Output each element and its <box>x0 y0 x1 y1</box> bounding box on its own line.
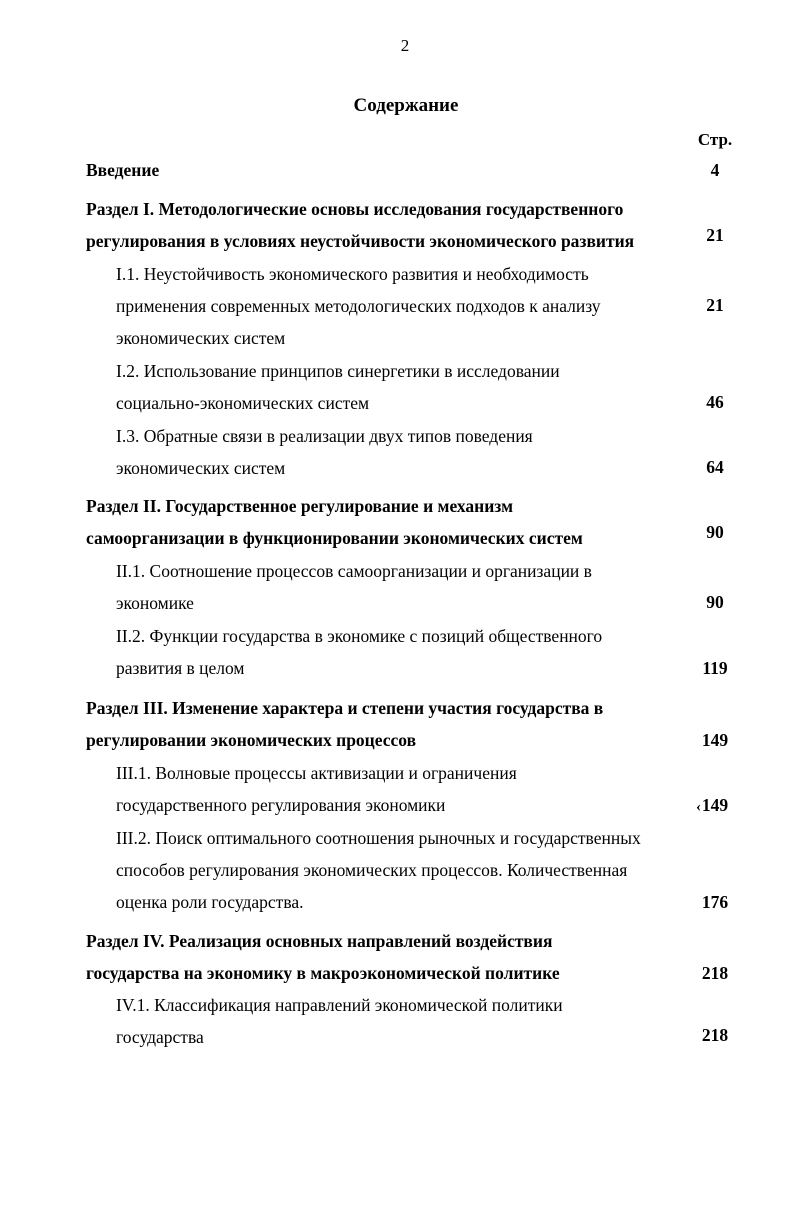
toc-entry-line: Раздел II. Государственное регулирование и механизм <box>86 496 513 516</box>
toc-entry-line: Раздел III. Изменение характера и степени участия государства в <box>86 698 604 718</box>
toc-entry-page: 46 <box>706 392 724 412</box>
toc-entry-line: регулировании экономических процессов <box>86 730 417 750</box>
page-title: Содержание <box>353 95 459 116</box>
toc-entry-line: развития в целом <box>116 658 245 678</box>
toc-entry-line: государства <box>116 1027 204 1047</box>
toc-entry-page: 21 <box>706 295 724 315</box>
toc-entry-line: государства на экономику в макроэкономической политике <box>86 963 560 983</box>
toc-entry-line: III.1. Волновые процессы активизации и ограничения <box>116 763 517 783</box>
toc-entry-page: 119 <box>702 658 728 678</box>
toc-entry-page: 64 <box>706 457 724 477</box>
page-column-header: Стр. <box>697 130 733 149</box>
toc-entry-line: экономических систем <box>116 328 286 348</box>
toc-entry-line: I.2. Использование принципов синергетики в исследовании <box>116 361 560 381</box>
toc-entry-line: II.1. Соотношение процессов самоорганизации и организации в <box>116 561 592 581</box>
toc-entry-line: I.1. Неустойчивость экономического развития и необходимость <box>116 264 589 284</box>
page-number: 2 <box>400 36 410 55</box>
toc-entry-page: 176 <box>701 892 729 912</box>
toc-entry-page: 218 <box>701 963 729 983</box>
toc-entry-line: экономике <box>116 593 194 613</box>
toc-entry-line: применения современных методологических подходов к анализу <box>116 296 601 316</box>
toc-entry-page: 149 <box>701 730 729 750</box>
toc-entry-line: IV.1. Классификация направлений экономической политики <box>116 995 563 1015</box>
toc-entry-page: 90 <box>706 592 724 612</box>
toc-entry-line: самоорганизации в функционировании экономических систем <box>86 528 583 548</box>
toc-entry-line: оценка роли государства. <box>116 892 304 912</box>
scan-artifact-mark: ‹ <box>696 799 701 815</box>
toc-entry-page: 4 <box>710 160 720 180</box>
toc-entry-line: III.2. Поиск оптимального соотношения рыночных и государственных <box>116 828 641 848</box>
toc-entry-page: 149 <box>701 795 729 815</box>
toc-entry-line: Введение <box>86 160 160 180</box>
toc-entry-line: I.3. Обратные связи в реализации двух типов поведения <box>116 426 533 446</box>
toc-entry-page: 21 <box>706 225 724 245</box>
toc-entry-line: II.2. Функции государства в экономике с позиций общественного <box>116 626 603 646</box>
toc-entry-line: Раздел I. Методологические основы исследования государственного <box>86 199 624 219</box>
toc-entry-line: Раздел IV. Реализация основных направлений воздействия <box>86 931 553 951</box>
toc-entry-line: регулирования в условиях неустойчивости экономического развития <box>86 231 635 251</box>
toc-entry-page: 218 <box>701 1025 729 1045</box>
toc-entry-page: 90 <box>706 522 724 542</box>
toc-entry-line: государственного регулирования экономики <box>116 795 446 815</box>
toc-entry-line: социально-экономических систем <box>116 393 370 413</box>
toc-entry-line: экономических систем <box>116 458 286 478</box>
toc-entry-line: способов регулирования экономических процессов. Количественная <box>116 860 628 880</box>
